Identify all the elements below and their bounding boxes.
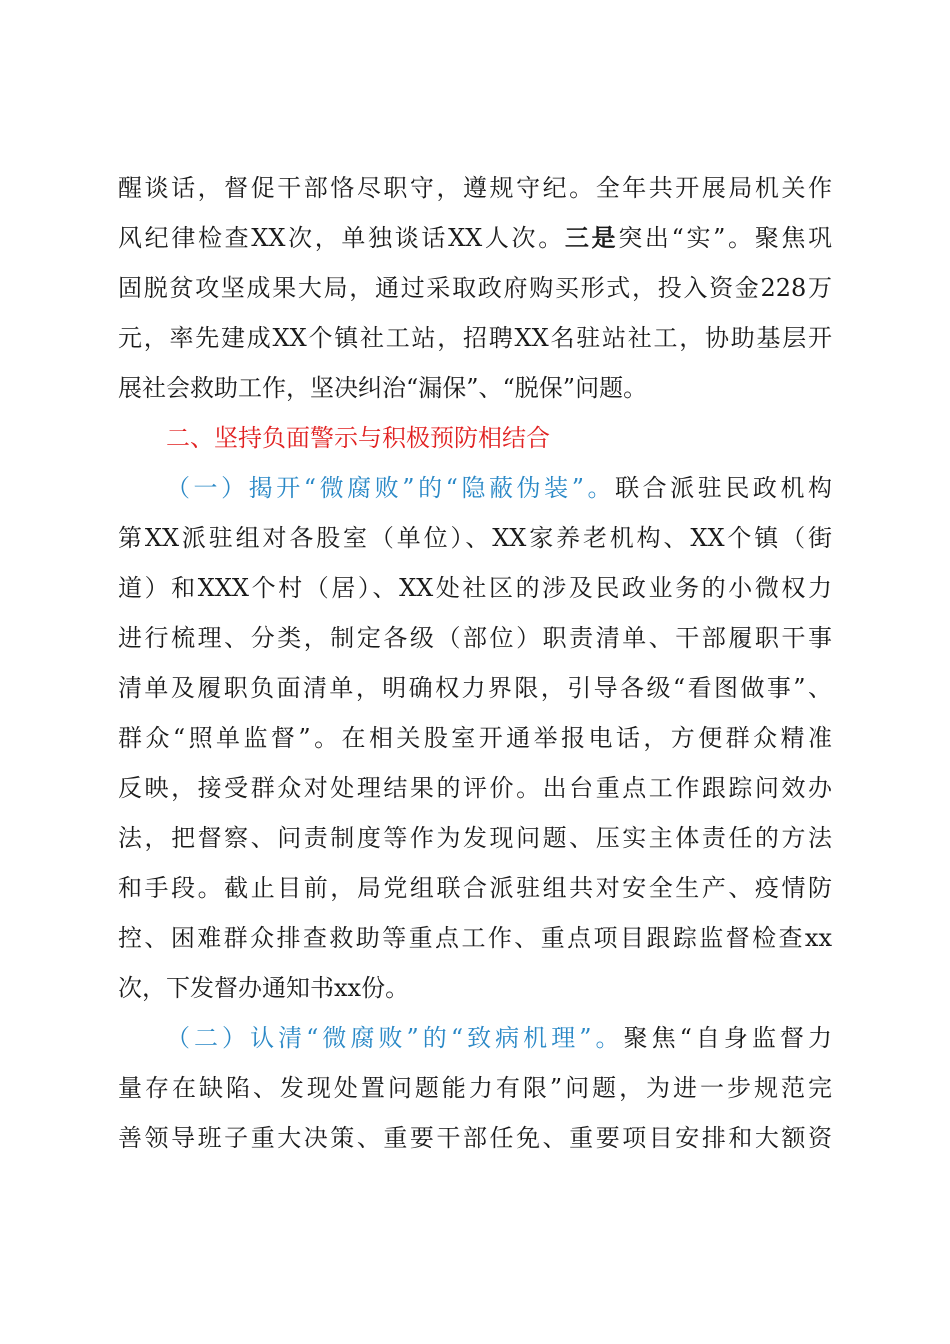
text-run: 醒谈话，督促干部恪尽职守，遵规守纪。全年共开展局机关作 [118, 174, 832, 202]
paragraph-2-line-8 [118, 813, 832, 863]
paragraph-1-line-2 [118, 213, 832, 263]
text-run: 突出“实”。聚焦巩 [618, 224, 833, 252]
paragraph-2-line-5 [118, 663, 832, 713]
paragraph-1-line-4 [118, 313, 832, 363]
text-run: 元，率先建成XX个镇社工站，招聘XX名驻站社工，协助基层开 [118, 324, 832, 352]
paragraph-1-line-1 [118, 163, 832, 213]
paragraph-3-line-2 [118, 1063, 832, 1113]
paragraph-1-line-3 [118, 263, 832, 313]
paragraph-1-line-5 [118, 363, 832, 413]
text-run: 量存在缺陷、发现处置问题能力有限”问题，为进一步规范完 [118, 1074, 832, 1102]
text-run: 清单及履职负面清单，明确权力界限，引导各级“看图做事”、 [118, 674, 832, 702]
paragraph-2-line-1 [166, 463, 832, 513]
text-run: 群众“照单监督”。在相关股室开通举报电话，方便群众精准 [118, 724, 832, 752]
subheading-1: （一）揭开“微腐败”的“隐蔽伪装”。 [166, 474, 616, 502]
text-run: 进行梳理、分类，制定各级（部位）职责清单、干部履职干事 [118, 624, 832, 652]
text-run: 展社会救助工作，坚决纠治“漏保”、“脱保”问题。 [118, 374, 648, 402]
text-run: 道）和XXX个村（居）、XX处社区的涉及民政业务的小微权力 [118, 574, 832, 602]
paragraph-2-line-9 [118, 863, 832, 913]
text-run: 固脱贫攻坚成果大局，通过采取政府购买形式，投入资金228万 [118, 274, 832, 302]
text-run: 和手段。截止目前，局党组联合派驻组共对安全生产、疫情防 [118, 874, 832, 902]
text-run: 聚焦“自身监督力 [623, 1024, 832, 1052]
paragraph-2-line-10 [118, 913, 832, 963]
text-run: 法，把督察、问责制度等作为发现问题、压实主体责任的方法 [118, 824, 832, 852]
paragraph-2-line-6 [118, 713, 832, 763]
text-run: 次，下发督办通知书xx份。 [118, 974, 410, 1002]
paragraph-2-line-11 [118, 963, 832, 1013]
text-run: 控、困难群众排查救助等重点工作、重点项目跟踪监督检查xx [118, 924, 832, 952]
paragraph-2-line-2 [118, 513, 832, 563]
text-run: 联合派驻民政机构 [615, 474, 833, 502]
section-heading: 二、坚持负面警示与积极预防相结合 [166, 424, 550, 452]
paragraph-2-line-3 [118, 563, 832, 613]
text-run: 风纪律检查XX次，单独谈话XX人次。 [118, 224, 565, 252]
paragraph-3-line-3 [118, 1113, 832, 1163]
paragraph-2-line-4 [118, 613, 832, 663]
paragraph-3-line-1 [166, 1013, 832, 1063]
text-run: 第XX派驻组对各股室（单位）、XX家养老机构、XX个镇（街 [118, 524, 832, 552]
paragraph-2-line-7 [118, 763, 832, 813]
subheading-2: （二）认清“微腐败”的“致病机理”。 [166, 1024, 624, 1052]
text-run: 反映，接受群众对处理结果的评价。出台重点工作跟踪问效办 [118, 774, 832, 802]
text-run: 善领导班子重大决策、重要干部任免、重要项目安排和大额资 [118, 1124, 832, 1152]
bold-lead-text: 三是 [564, 223, 619, 252]
